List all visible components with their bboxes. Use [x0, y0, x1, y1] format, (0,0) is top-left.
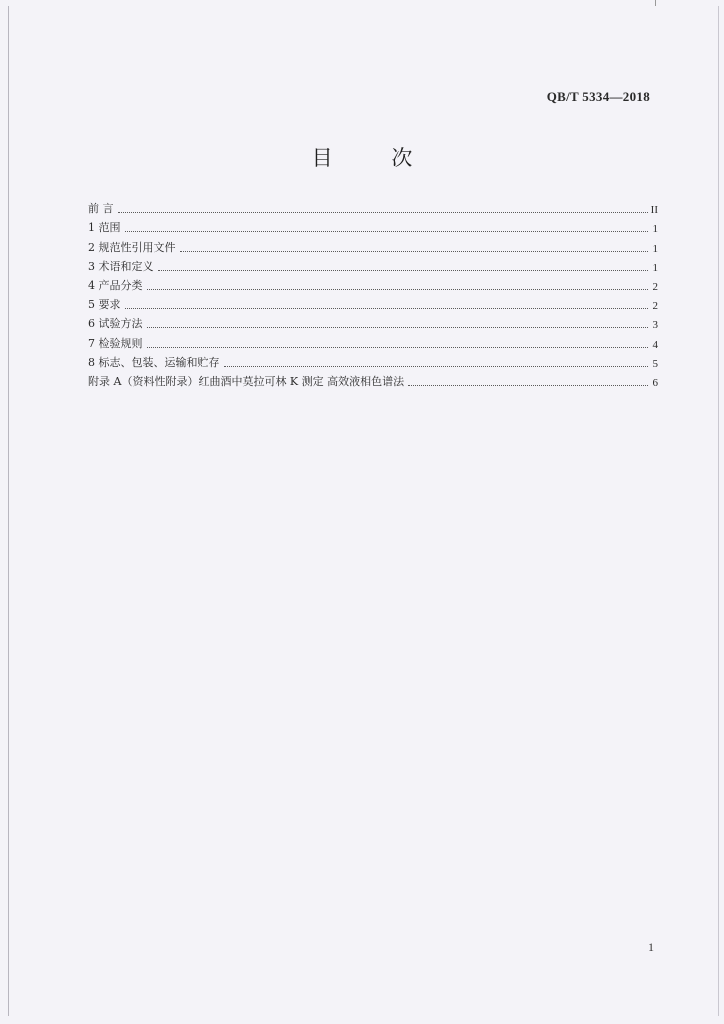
toc-entry-label: 3 术语和定义: [88, 259, 154, 273]
toc-entry-foreword[interactable]: [88, 197, 658, 216]
toc-entry-label: 2 规范性引用文件: [88, 240, 176, 254]
page-number: 1: [648, 940, 654, 954]
standard-number: QB/T 5334—2018: [546, 89, 650, 104]
toc-entry-test-methods[interactable]: [88, 312, 658, 331]
toc-leader-dots: [125, 307, 649, 309]
toc-entry-page: 6: [652, 376, 658, 389]
toc-leader-dots: [147, 288, 649, 290]
toc-leader-dots: [118, 211, 649, 213]
toc-entry-label: 4 产品分类: [88, 278, 143, 292]
toc-entry-page: 3: [652, 319, 658, 332]
toc-entry-inspection-rules[interactable]: [88, 331, 658, 350]
toc-leader-dots: [147, 326, 649, 328]
page-title: 目 次: [311, 146, 439, 170]
toc-leader-dots: [408, 384, 648, 386]
toc-leader-dots: [147, 346, 649, 348]
toc-entry-label: 前 言: [88, 202, 114, 216]
toc-entry-label: 7 检验规则: [88, 336, 143, 350]
toc-entry-page: 4: [652, 338, 658, 351]
toc-leader-dots: [224, 365, 649, 367]
toc-leader-dots: [125, 230, 649, 232]
toc-entry-label: 6 试验方法: [88, 317, 143, 331]
toc-entry-page: 2: [652, 300, 658, 313]
toc-entry-marking-packaging[interactable]: [88, 351, 658, 370]
toc-entry-classification[interactable]: [88, 274, 658, 293]
toc-entry-page: 2: [652, 280, 658, 293]
toc-entry-label: 1 范围: [88, 221, 121, 235]
toc-entry-terms-definitions[interactable]: [88, 255, 658, 274]
toc-entry-label: 附录 A（资料性附录）红曲酒中莫拉可林 K 测定 高效液相色谱法: [88, 374, 405, 388]
toc-entry-appendix-a[interactable]: [88, 370, 658, 389]
toc-entry-page: 1: [652, 223, 658, 236]
top-crop-mark: [655, 0, 656, 6]
toc-entry-page: 1: [652, 261, 658, 274]
toc-entry-normative-references[interactable]: [88, 235, 658, 254]
toc-entry-page: 5: [652, 357, 658, 370]
table-of-contents: [88, 197, 658, 389]
toc-entry-page: 1: [652, 242, 658, 255]
toc-leader-dots: [180, 250, 649, 252]
toc-entry-requirements[interactable]: [88, 293, 658, 312]
toc-entry-page: II: [650, 204, 658, 217]
toc-entry-label: 5 要求: [88, 298, 121, 312]
toc-leader-dots: [158, 269, 649, 271]
toc-entry-scope[interactable]: [88, 216, 658, 235]
toc-entry-label: 8 标志、包装、运输和贮存: [88, 355, 220, 369]
